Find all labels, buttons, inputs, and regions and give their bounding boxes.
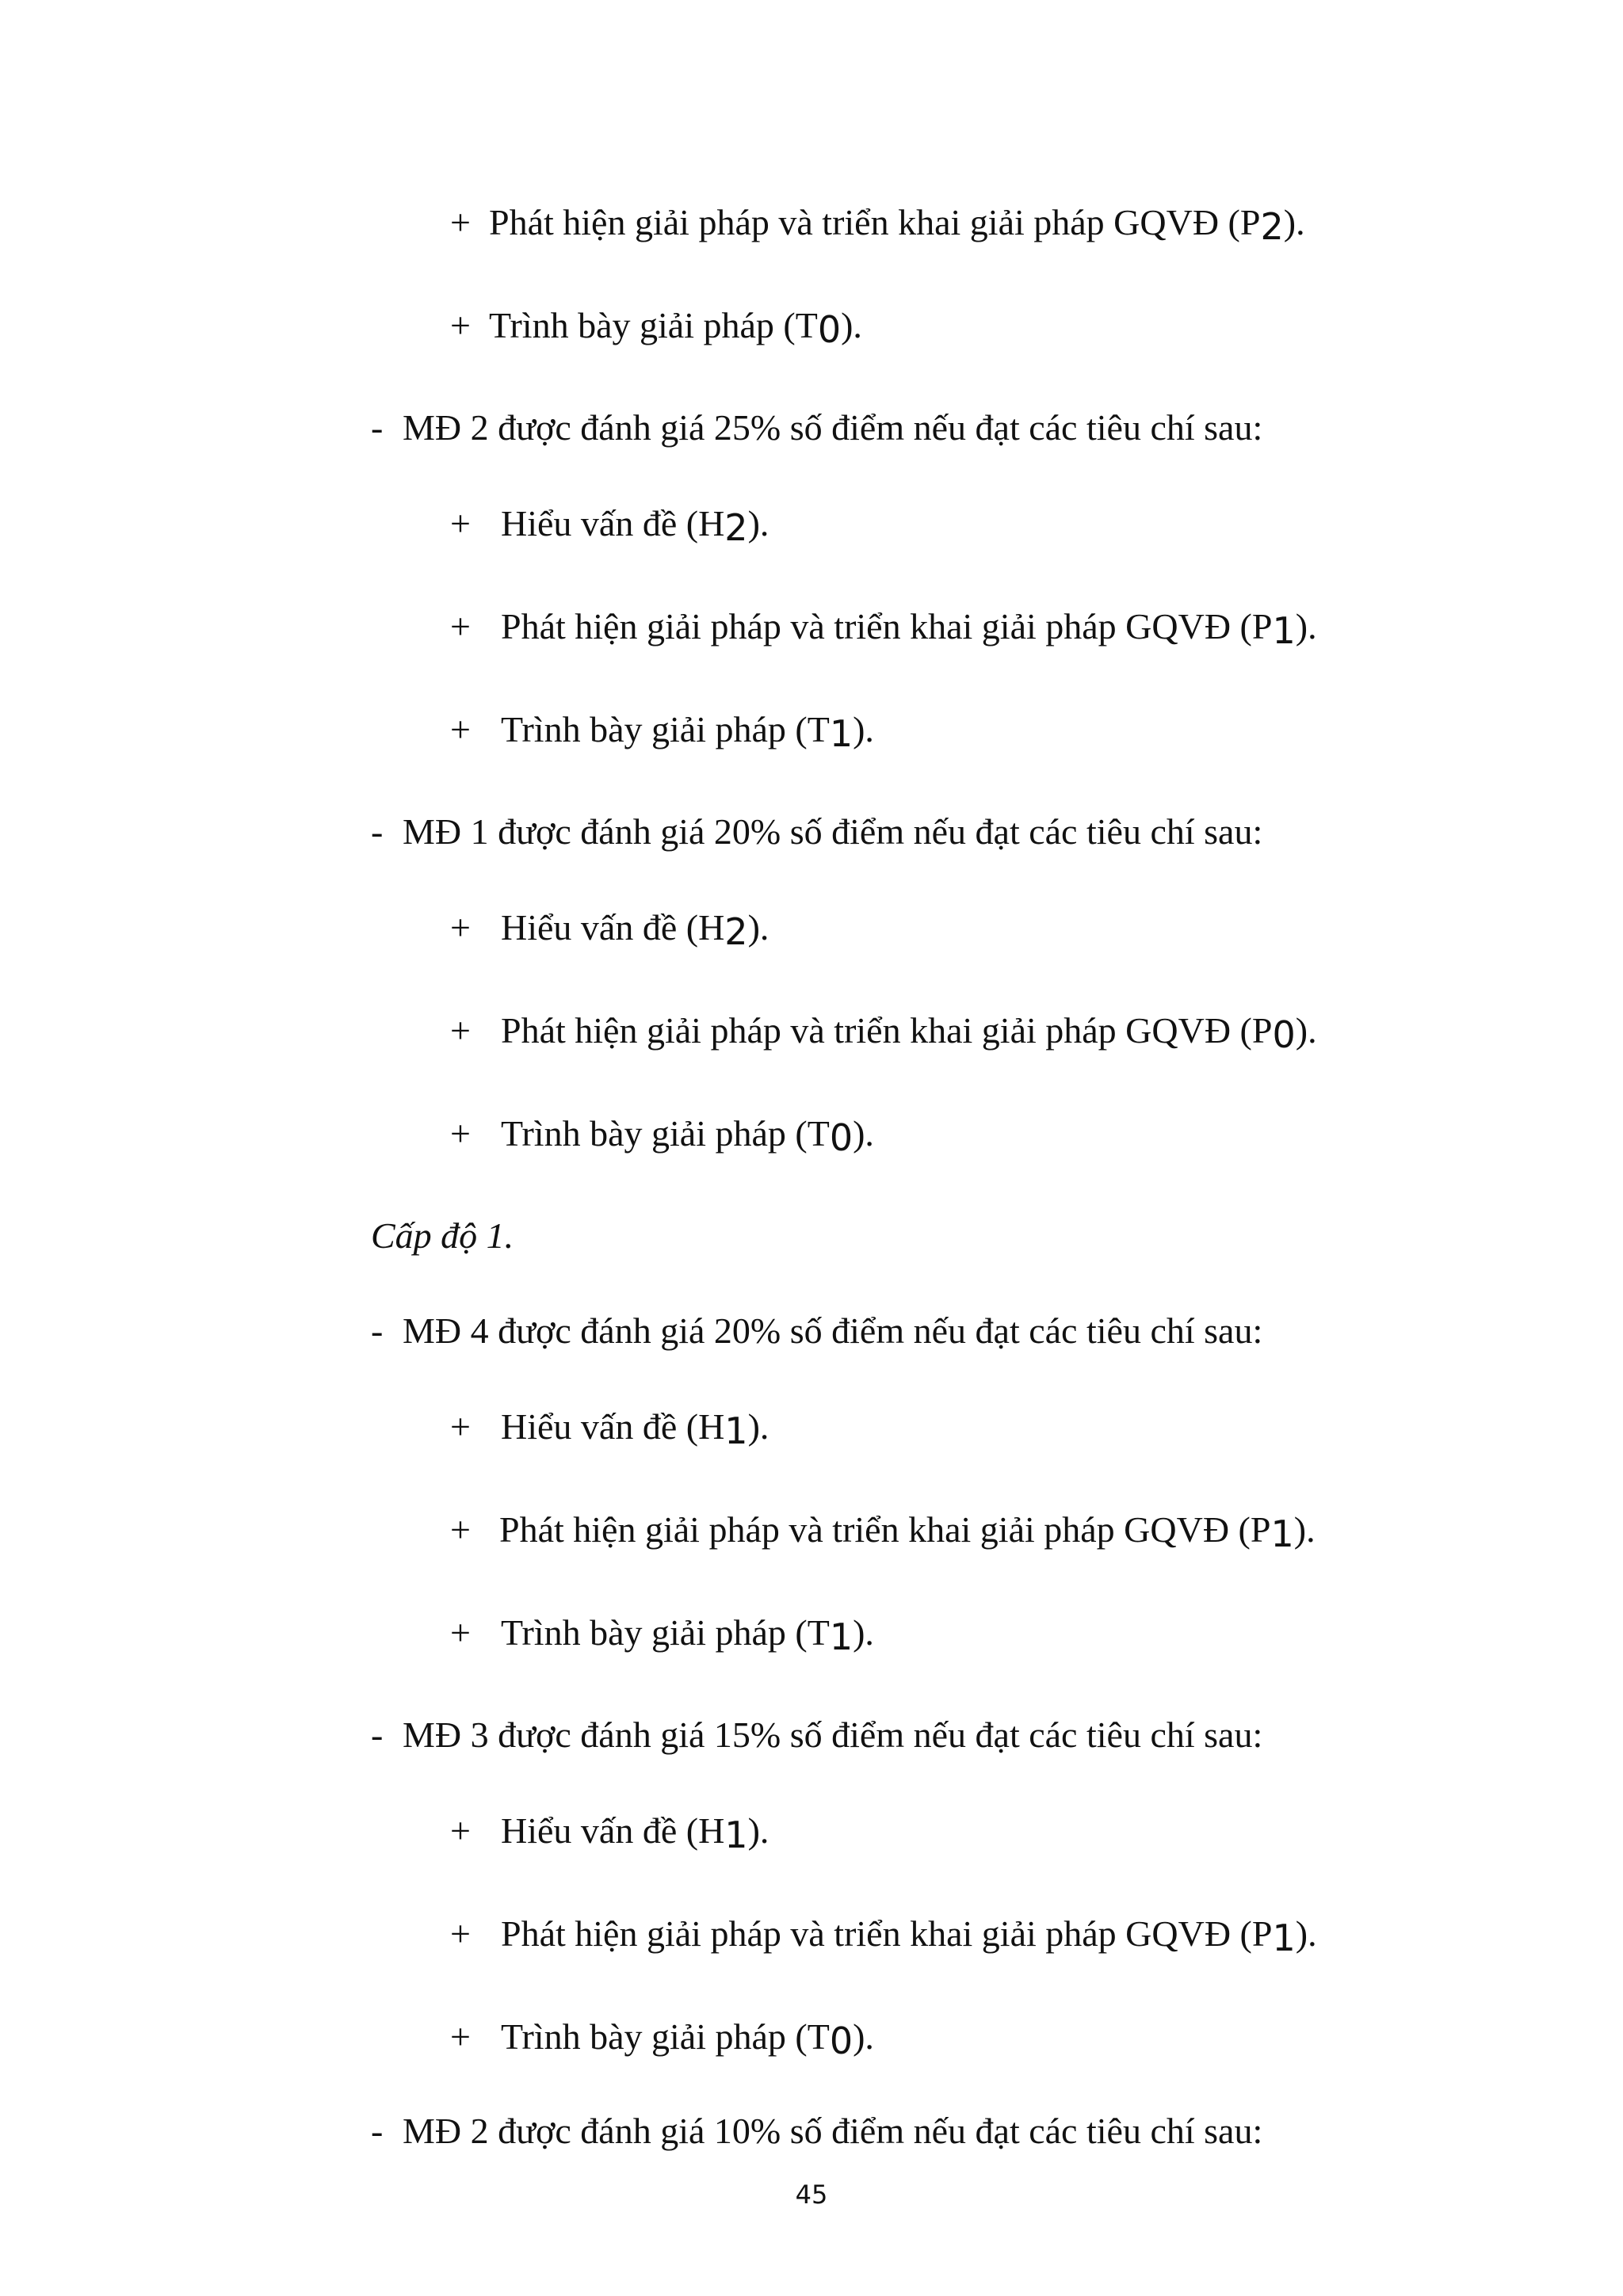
criterion-text: Phát hiện giải pháp và triển khai giải pháp GQVĐ (P <box>489 202 1261 242</box>
criterion-text: Trình bày giải pháp (T <box>489 305 818 345</box>
plus-bullet: + <box>450 1612 471 1653</box>
criterion-line <box>450 1402 769 1451</box>
plus-bullet: + <box>450 1913 471 1954</box>
criterion-closing: ). <box>841 305 862 345</box>
criterion-text: Hiểu vấn đề (H <box>501 1406 725 1447</box>
criterion-line <box>450 1806 769 1855</box>
dash-bullet: - <box>371 811 384 852</box>
level-text: MĐ 2 được đánh giá 10% số điểm nếu đạt các tiêu chí sau: <box>403 2111 1263 2151</box>
dash-bullet: - <box>371 1714 384 1755</box>
criterion-text: Hiểu vấn đề (H <box>501 1810 725 1851</box>
criterion-text: Phát hiện giải pháp và triển khai giải pháp GQVĐ (P <box>501 606 1273 646</box>
criterion-text: Phát hiện giải pháp và triển khai giải pháp GQVĐ (P <box>499 1509 1271 1550</box>
level-line <box>371 1307 1262 1355</box>
criterion-text: Phát hiện giải pháp và triển khai giải pháp GQVĐ (P <box>501 1010 1273 1051</box>
criterion-subscript: 1 <box>724 1409 748 1452</box>
criterion-closing: ). <box>747 503 769 543</box>
criterion-subscript: 1 <box>829 1615 854 1658</box>
dash-bullet: - <box>371 2111 384 2151</box>
plus-bullet: + <box>450 1113 471 1154</box>
criterion-line <box>450 1006 1317 1055</box>
plus-bullet: + <box>450 1406 471 1447</box>
dash-bullet: - <box>371 407 384 448</box>
criterion-text: Phát hiện giải pháp và triển khai giải pháp GQVĐ (P <box>501 1913 1273 1954</box>
criterion-line <box>450 301 862 349</box>
plus-bullet: + <box>450 1010 471 1051</box>
criterion-text: Hiểu vấn đề (H <box>501 907 725 948</box>
criterion-closing: ). <box>1293 1509 1316 1550</box>
criterion-closing: ). <box>853 1113 874 1154</box>
criterion-subscript: 0 <box>829 2019 854 2062</box>
plus-bullet: + <box>450 2016 471 2057</box>
criterion-closing: ). <box>747 907 769 948</box>
criterion-line <box>450 198 1305 246</box>
criterion-text: Trình bày giải pháp (T <box>501 1113 830 1154</box>
criterion-subscript: 0 <box>1272 1013 1296 1056</box>
criterion-subscript: 0 <box>817 308 842 351</box>
criterion-closing: ). <box>1295 606 1317 646</box>
criterion-text: Hiểu vấn đề (H <box>501 503 725 543</box>
criterion-subscript: 1 <box>724 1814 748 1856</box>
plus-bullet: + <box>450 1810 471 1851</box>
criterion-closing: ). <box>853 1612 874 1653</box>
criterion-subscript: 2 <box>724 506 748 549</box>
criterion-line <box>450 602 1317 650</box>
criterion-line <box>450 1909 1317 1958</box>
plus-bullet: + <box>450 202 471 242</box>
level-text: MĐ 1 được đánh giá 20% số điểm nếu đạt các tiêu chí sau: <box>403 811 1263 852</box>
criterion-closing: ). <box>853 2016 874 2057</box>
plus-bullet: + <box>450 305 471 345</box>
criterion-line <box>450 1505 1316 1554</box>
dash-bullet: - <box>371 1310 384 1351</box>
criterion-closing: ). <box>853 709 874 749</box>
level-line <box>371 2107 1262 2155</box>
plus-bullet: + <box>450 907 471 948</box>
level-text: MĐ 4 được đánh giá 20% số điểm nếu đạt các tiêu chí sau: <box>403 1310 1263 1351</box>
criterion-text: Trình bày giải pháp (T <box>501 2016 830 2057</box>
criterion-subscript: 2 <box>1260 205 1284 248</box>
criterion-closing: ). <box>747 1406 769 1447</box>
criterion-line <box>450 903 769 952</box>
level-text: MĐ 3 được đánh giá 15% số điểm nếu đạt các tiêu chí sau: <box>403 1714 1263 1755</box>
criterion-closing: ). <box>1295 1010 1317 1051</box>
criterion-line <box>450 2012 874 2061</box>
plus-bullet: + <box>450 1509 471 1550</box>
section-heading: Cấp độ 1. <box>371 1215 514 1256</box>
level-line <box>371 808 1262 856</box>
criterion-text: Trình bày giải pháp (T <box>501 1612 830 1653</box>
criterion-closing: ). <box>1295 1913 1317 1954</box>
criterion-line <box>450 1608 874 1657</box>
criterion-subscript: 2 <box>724 910 748 953</box>
plus-bullet: + <box>450 503 471 543</box>
level-line <box>371 404 1262 452</box>
level-text: MĐ 2 được đánh giá 25% số điểm nếu đạt các tiêu chí sau: <box>403 407 1263 448</box>
plus-bullet: + <box>450 709 471 749</box>
plus-bullet: + <box>450 606 471 646</box>
level-line <box>371 1711 1262 1759</box>
criterion-closing: ). <box>747 1810 769 1851</box>
criterion-subscript: 1 <box>829 712 854 755</box>
criterion-line <box>450 1109 874 1158</box>
criterion-line <box>450 705 874 753</box>
criterion-line <box>450 499 769 547</box>
page-number: 45 <box>795 2180 828 2210</box>
criterion-closing: ). <box>1283 202 1305 242</box>
criterion-subscript: 1 <box>1270 1512 1294 1555</box>
criterion-text: Trình bày giải pháp (T <box>501 709 830 749</box>
criterion-subscript: 1 <box>1272 609 1296 652</box>
criterion-subscript: 0 <box>829 1116 854 1159</box>
criterion-subscript: 1 <box>1272 1917 1296 1959</box>
